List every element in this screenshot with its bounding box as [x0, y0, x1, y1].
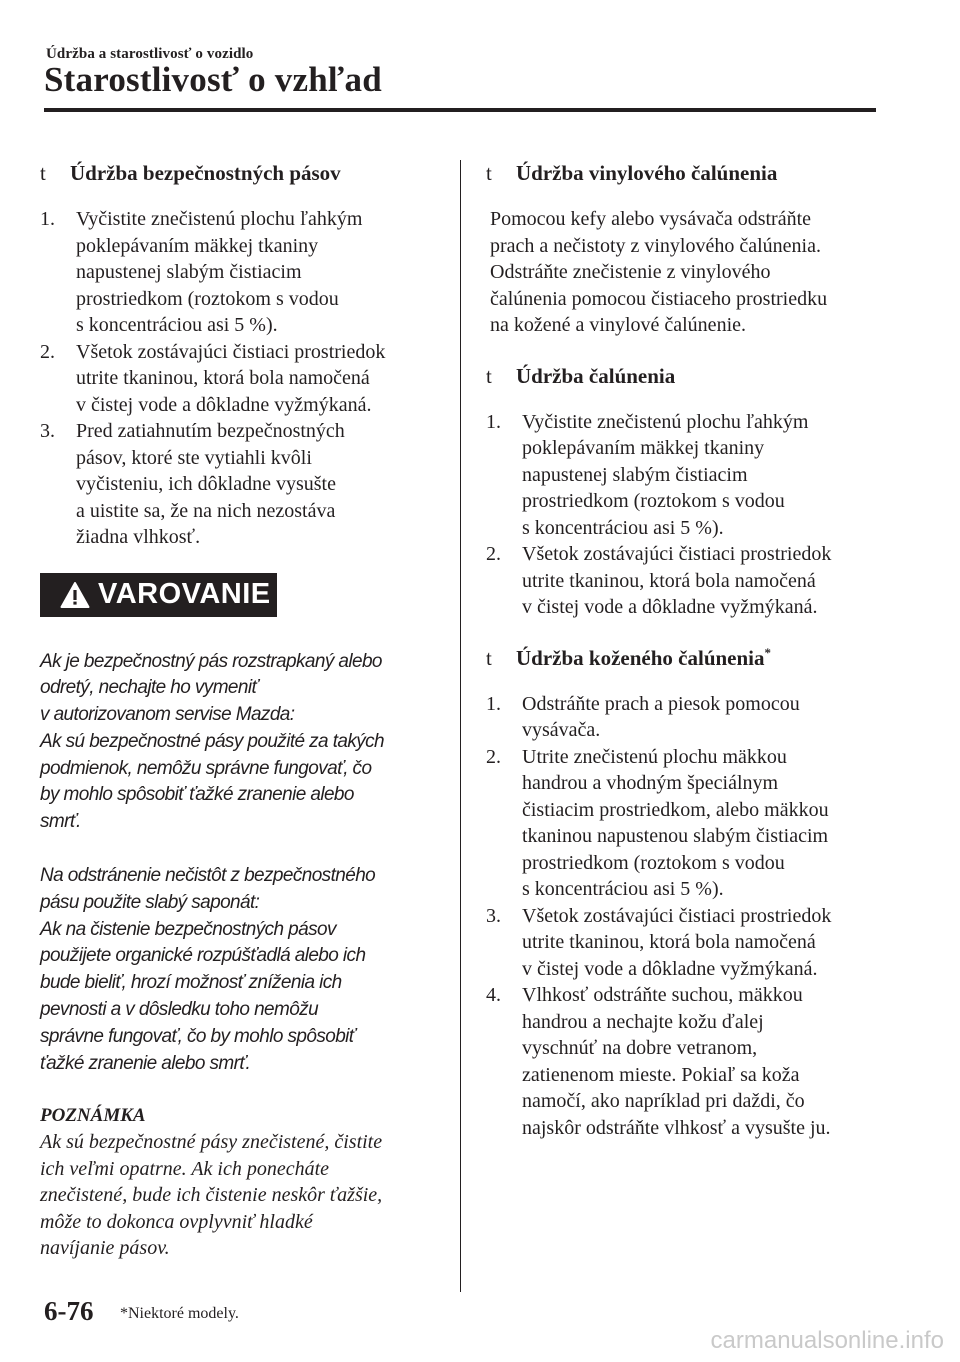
section-heading-vinyl — [486, 158, 886, 188]
list-item-number: 1. — [486, 410, 501, 433]
list-item — [486, 744, 886, 903]
text-line: najskôr odstráňte vlhkosť a vysušte ju. — [522, 1116, 831, 1139]
warning-block1-text — [40, 729, 440, 836]
text-line: Ak je bezpečnostný pás rozstrapkaný alebo — [40, 650, 382, 672]
text-line: v čistej vode a dôkladne vyžmýkaná. — [76, 393, 372, 416]
text-line: s koncentráciou asi 5 %). — [76, 314, 278, 336]
list-item — [40, 339, 440, 419]
text-line: vysávača. — [522, 719, 601, 741]
section-heading-upholstery — [486, 361, 886, 391]
text-line: navíjanie pásov. — [40, 1237, 170, 1260]
text-line: Vyčistite znečistenú plochu ľahkým — [522, 410, 809, 433]
text-line: správne fungovať, čo by mohlo spôsobiť — [40, 1025, 355, 1047]
warning-block2-text — [40, 917, 440, 1078]
text-line: v čistej vode a dôkladne vyžmýkaná. — [522, 957, 818, 980]
text-line: prostriedkom (roztokom s vodou — [76, 287, 339, 310]
note-text — [40, 1129, 440, 1262]
upholstery-steps — [486, 409, 886, 621]
section-heading-text: Údržba bezpečnostných pásov — [70, 161, 341, 185]
list-item — [486, 982, 886, 1141]
text-line: Pred zatiahnutím bezpečnostných — [76, 420, 345, 442]
section-heading-leather — [486, 643, 886, 673]
breadcrumb: Údržba a starostlivosť o vozidlo — [46, 46, 254, 62]
text-line: zatienenom mieste. Pokiaľ sa koža — [522, 1063, 800, 1086]
warning-block2-heading — [40, 863, 440, 917]
text-line: Ak sú bezpečnostné pásy znečistené, čistite — [40, 1131, 383, 1154]
list-item-number: 4. — [486, 984, 501, 1006]
watermark: carmanualsonline.info — [710, 1327, 944, 1354]
list-item-number: 1. — [40, 208, 55, 230]
list-item — [486, 541, 886, 621]
text-line: Ak sú bezpečnostné pásy použité za takých — [40, 730, 385, 752]
footnote-asterisk: * — [764, 644, 772, 660]
page-title: Starostlivosť o vzhľad — [44, 60, 382, 99]
text-line: podmienok, nemôžu správne fungovať, čo — [40, 757, 372, 779]
text-line: utrite tkaninou, ktorá bola namočená — [522, 569, 816, 592]
text-line: s koncentráciou asi 5 %). — [522, 516, 724, 539]
text-line: môže to dokonca ovplyvniť hladké — [40, 1210, 313, 1233]
text-line: Všetok zostávajúci čistiaci prostriedok — [76, 340, 386, 363]
text-line: v čistej vode a dôkladne vyžmýkaná. — [522, 596, 818, 618]
list-item — [40, 206, 440, 339]
text-line: vyčisteniu, ich dôkladne vysušte — [76, 473, 336, 495]
text-line: by mohlo spôsobiť ťažké zranenie alebo — [40, 784, 354, 806]
warning-badge — [40, 573, 277, 617]
list-item-number: 3. — [486, 904, 501, 927]
section-heading-text: Údržba čalúnenia — [516, 363, 676, 388]
text-line: utrite tkaninou, ktorá bola namočená — [76, 367, 370, 389]
text-line: vyschnúť na dobre vetranom, — [522, 1037, 758, 1059]
text-line: s koncentráciou asi 5 %). — [522, 878, 724, 900]
list-item — [40, 418, 440, 551]
text-line: a uistite sa, že na nich nezostáva — [76, 499, 336, 522]
text-line: čalúnenia pomocou čistiaceho prostriedku — [490, 287, 828, 310]
section-heading-text: Údržba vinylového čalúnenia — [516, 161, 778, 185]
text-line: namočí, ako napríklad pri daždi, čo — [522, 1090, 805, 1112]
left-column — [40, 158, 440, 1262]
column-divider — [460, 160, 461, 1292]
vinyl-text — [486, 206, 886, 339]
section-bullet-icon: t — [40, 161, 46, 185]
text-line: handrou a vhodným špeciálnym — [522, 772, 779, 794]
text-line: pásu použite slabý saponát: — [40, 891, 260, 913]
text-line: Všetok zostávajúci čistiaci prostriedok — [522, 543, 832, 565]
text-line: na kožené a vinylové čalúnenie. — [490, 314, 746, 336]
text-line: bude bieliť, hrozí možnosť zníženia ich — [40, 972, 342, 994]
text-line: Vlhkosť odstráňte suchou, mäkkou — [522, 984, 803, 1006]
text-line: tkaninou napustenou slabým čistiacim — [522, 825, 829, 847]
leather-steps — [486, 691, 886, 1142]
list-item — [486, 691, 886, 744]
list-item-number: 2. — [486, 543, 501, 565]
list-item — [486, 409, 886, 542]
text-line: poklepávaním mäkkej tkaniny — [76, 234, 319, 257]
text-line: smrť. — [40, 811, 81, 833]
list-item-number: 1. — [486, 692, 501, 715]
text-line: prostriedkom (roztokom s vodou — [522, 490, 785, 512]
text-line: napustenej slabým čistiacim — [76, 261, 302, 283]
title-rule — [44, 108, 876, 112]
text-line: znečistené, bude ich čistenie neskôr ťažšie, — [40, 1184, 383, 1207]
warning-triangle-icon — [60, 581, 90, 609]
section-bullet-icon: t — [486, 645, 492, 670]
list-item-number: 2. — [486, 745, 501, 768]
text-line: Vyčistite znečistenú plochu ľahkým — [76, 208, 363, 230]
right-column — [486, 158, 886, 1141]
text-line: Odstráňte znečistenie z vinylového — [490, 261, 771, 283]
list-item-number: 2. — [40, 340, 55, 363]
text-line: odretý, nechajte ho vymeniť — [40, 677, 258, 699]
text-line: Ak na čistenie bezpečnostných pásov — [40, 918, 336, 940]
text-line: ich veľmi opatrne. Ak ich ponecháte — [40, 1157, 330, 1180]
section-heading-seatbelt — [40, 158, 440, 188]
warning-block1-heading — [40, 649, 440, 729]
list-item — [486, 903, 886, 983]
text-line: pásov, ktoré ste vytiahli kvôli — [76, 446, 312, 469]
note-title: POZNÁMKA — [40, 1105, 146, 1127]
text-line: Na odstránenie nečistôt z bezpečnostného — [40, 865, 376, 887]
section-bullet-icon: t — [486, 161, 492, 185]
section-bullet-icon: t — [486, 363, 492, 388]
text-line: Pomocou kefy alebo vysávača odstráňte — [490, 208, 812, 230]
text-line: použijete organické rozpúšťadlá alebo ich — [40, 945, 366, 967]
warning-label: VAROVANIE — [98, 578, 271, 610]
text-line: v autorizovanom servise Mazda: — [40, 704, 295, 726]
text-line: Všetok zostávajúci čistiaci prostriedok — [522, 904, 832, 927]
text-line: čistiacim prostriedkom, alebo mäkkou — [522, 798, 829, 821]
section-heading-text: Údržba koženého čalúnenia — [516, 645, 765, 670]
footnote: *Niektoré modely. — [120, 1305, 239, 1322]
text-line: pevnosti a v dôsledku toho nemôžu — [40, 999, 319, 1021]
page-number: 6-76 — [44, 1296, 94, 1326]
text-line: prostriedkom (roztokom s vodou — [522, 851, 785, 874]
text-line: Utrite znečistenú plochu mäkkou — [522, 745, 787, 768]
text-line: poklepávaním mäkkej tkaniny — [522, 437, 765, 459]
text-line: handrou a nechajte kožu ďalej — [522, 1010, 764, 1033]
text-line: napustenej slabým čistiacim — [522, 463, 748, 486]
warning-content — [40, 649, 440, 1078]
seatbelt-steps — [40, 206, 440, 551]
text-line: prach a nečistoty z vinylového čalúnenia. — [490, 234, 821, 257]
text-line: žiadna vlhkosť. — [76, 526, 201, 548]
text-line: ťažké zranenie alebo smrť. — [40, 1052, 251, 1074]
text-line: Odstráňte prach a piesok pomocou — [522, 692, 800, 715]
text-line: utrite tkaninou, ktorá bola namočená — [522, 931, 816, 953]
list-item-number: 3. — [40, 420, 55, 442]
